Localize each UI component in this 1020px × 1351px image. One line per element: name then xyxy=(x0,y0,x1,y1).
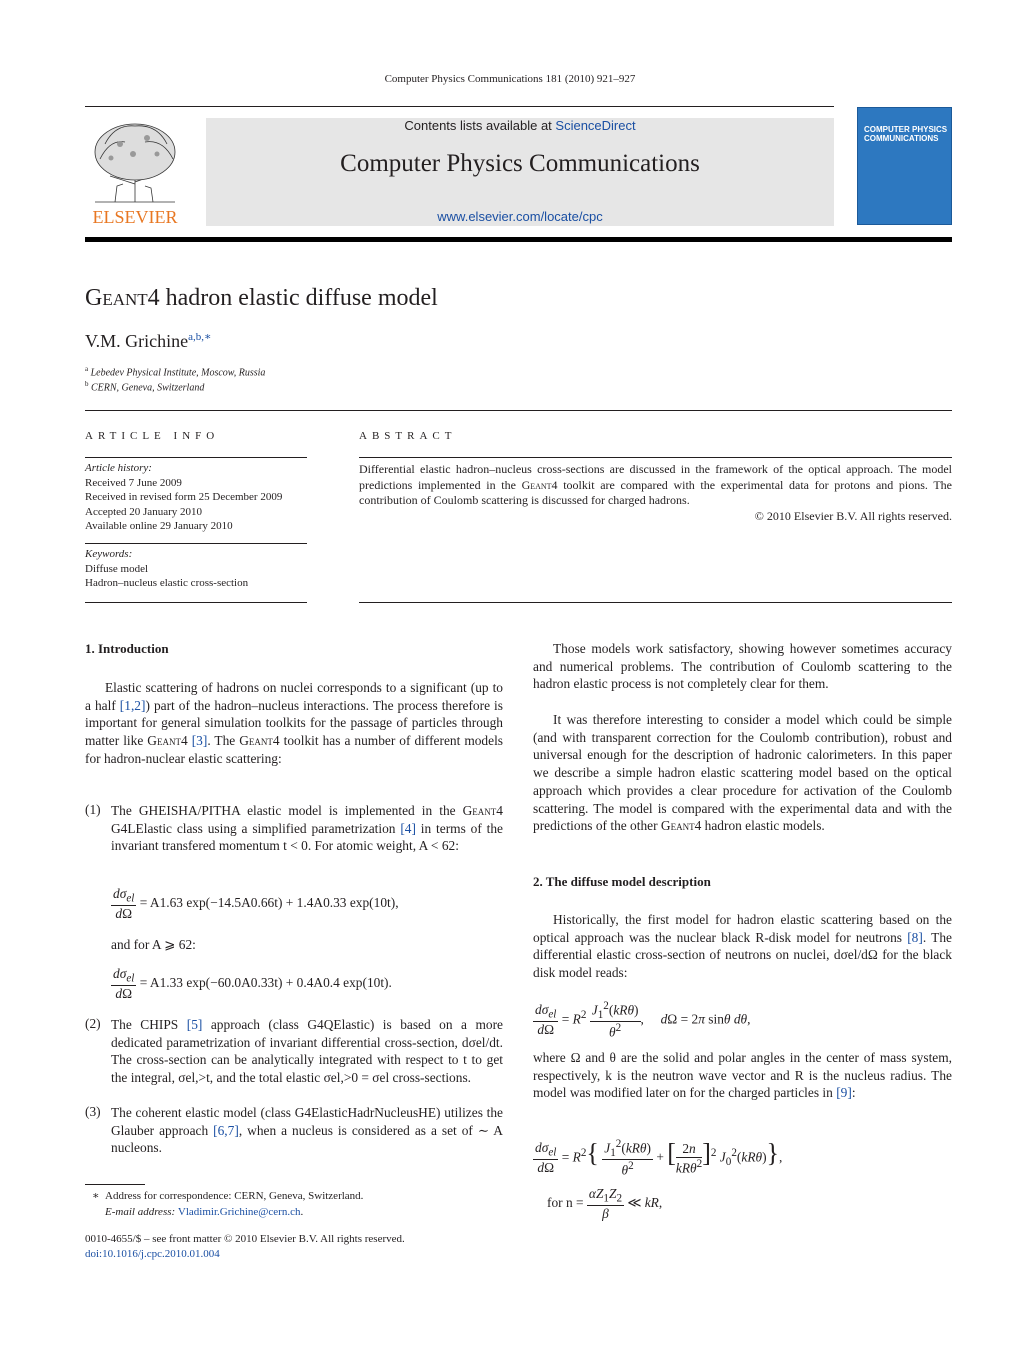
equation-rhs: = A1.63 exp(−14.5A0.66t) + 1.4A0.33 exp(10t), xyxy=(139,894,399,910)
text: Elastic scattering of hadrons on nuclei corresponds to a significant (up to a half xyxy=(85,680,503,713)
journal-citation: Computer Physics Communications 181 (2010) 921–927 xyxy=(384,73,636,85)
affiliation-text: CERN, Geneva, Switzerland xyxy=(91,382,205,394)
front-matter: 0010-4655/$ – see front matter © 2010 Elsevier B.V. All rights reserved. xyxy=(85,1233,405,1245)
geant-name: Geant4 xyxy=(660,818,702,834)
affiliation-text: Lebedev Physical Institute, Moscow, Russia xyxy=(90,367,266,379)
text: Historically, the first model for hadron elastic scattering based on the optical approach was the nuclear black R-disk model for neutrons xyxy=(533,912,952,945)
author-marks[interactable]: a,b,∗ xyxy=(188,331,212,343)
abstract-part: Differential elastic hadron–nucleus cross-sections are discussed in the framework of the optical approach. The model predictions implemented in the xyxy=(359,462,952,492)
title-geant: Geant4 xyxy=(85,285,160,311)
text: : xyxy=(851,1085,856,1101)
geant-name: Geant4 xyxy=(521,477,558,492)
equation-5: for n = $\frac{\alpha Z_1Z_2}{\beta}$ ≪ kR, xyxy=(547,1186,663,1221)
text: hadron elastic models. xyxy=(701,818,825,834)
cover-title-line1: COMPUTER PHYSICS xyxy=(864,125,948,134)
text: for n = xyxy=(547,1194,584,1210)
doi-link[interactable]: doi:10.1016/j.cpc.2010.01.004 xyxy=(85,1248,220,1260)
citation-link[interactable]: [3] xyxy=(191,733,208,749)
journal-cover-thumbnail xyxy=(857,107,952,225)
contents-prefix: Contents lists available at xyxy=(404,118,556,133)
text: . The differential elastic cross-section of neutrons on nuclei, dσel/dΩ for the black disk model reads: xyxy=(533,929,952,981)
fraction: $\frac{d\sigma_{el}}{d\Omega}$ xyxy=(113,966,135,1001)
divider xyxy=(85,602,307,603)
divider xyxy=(359,602,952,603)
elsevier-wordmark: ELSEVIER xyxy=(92,207,178,226)
text: toolkit has a number of different models for hadron-nuclear elastic scattering: xyxy=(85,733,503,766)
text: , when a nucleus is considered as a set of ∼ A nucleons. xyxy=(111,1122,503,1156)
geant-name: Geant4 xyxy=(462,803,503,818)
citation-link[interactable]: [8] xyxy=(907,929,923,945)
fraction: $\frac{J_1^2(kR\theta)}{\theta^2}$ xyxy=(604,1138,651,1178)
email-label: E-mail address: xyxy=(105,1206,178,1218)
keywords xyxy=(85,547,248,591)
right-paragraph-3 xyxy=(533,911,952,982)
text: where Ω and θ are the solid and polar angles in the center of mass system, respectively, k is the neutron wave vector and R is the nucleus radius. The model was modified later on for the charged particles in xyxy=(533,1050,952,1101)
divider xyxy=(85,457,307,458)
footnote-email: E-mail address: Vladimir.Grichine@cern.ch. xyxy=(105,1206,304,1218)
article-history xyxy=(85,461,282,534)
citation-link[interactable]: [4] xyxy=(400,820,416,836)
email-link[interactable]: Vladimir.Grichine@cern.ch xyxy=(177,1206,301,1218)
right-paragraph-1: Those models work satisfactory, showing however sometimes accuracy and numerical problems. The contribution of Coulomb scattering to the hadron elastic process is not completely clear for them. xyxy=(533,641,952,692)
text: G4LElastic class using a simplified parametrization xyxy=(111,820,401,836)
sciencedirect-link[interactable]: ScienceDirect xyxy=(555,118,636,133)
divider xyxy=(359,457,952,458)
journal-name: Computer Physics Communications xyxy=(340,150,700,177)
equation-1 xyxy=(111,886,399,922)
history-label: Article history: xyxy=(85,462,152,474)
footnote-mark: ∗ xyxy=(92,1190,100,1202)
header-thick-rule xyxy=(85,237,952,242)
title-rest: hadron elastic diffuse model xyxy=(159,285,438,311)
history-accepted: Accepted 20 January 2010 xyxy=(85,505,202,518)
fraction: $\frac{d\sigma_{el}}{d\Omega}$ xyxy=(535,1140,557,1176)
history-revised: Received in revised form 25 December 2009 xyxy=(85,491,283,503)
text: The GHEISHA/PITHA elastic model is implemented in the xyxy=(111,803,463,818)
abstract-heading: ABSTRACT xyxy=(359,430,457,442)
citation-link[interactable]: [9] xyxy=(836,1085,852,1101)
paper-title xyxy=(85,285,438,312)
right-paragraph-2 xyxy=(533,711,952,835)
elsevier-logo xyxy=(85,114,185,226)
section-1-heading: 1. Introduction xyxy=(85,641,169,656)
section-2-heading: 2. The diffuse model description xyxy=(533,874,711,889)
list-number: (2) xyxy=(85,1016,101,1031)
fraction: $\frac{d\sigma_{el}}{d\Omega}$ xyxy=(535,1002,557,1038)
contents-line xyxy=(206,118,834,133)
abstract-text xyxy=(359,462,952,524)
journal-url-link[interactable]: www.elsevier.com/locate/cpc xyxy=(437,209,603,224)
text: It was therefore interesting to consider a model which could be simple (and with transparent correction for the Coulomb contribution), robust and universal enough for the description of hadronic calorimeters. In this paper we describe a simple hadron elastic scattering model based on the optical approach which provides a clear procedure for activation of the Coulomb scattering. The model is compared with the experimental data and with the predictions of the other xyxy=(533,712,952,834)
fraction: $\frac{\alpha Z_1Z_2}{\beta}$ xyxy=(588,1186,623,1221)
equation-rhs: = A1.33 exp(−60.0A0.33t) + 0.4A0.4 exp(10t). xyxy=(139,974,392,990)
affiliation-mark: a xyxy=(85,365,89,373)
abstract-part: toolkit are compared with the experimental data for protons and pions. The contribution of Coulomb scattering is discussed for charged hadrons. xyxy=(359,477,953,507)
cover-title xyxy=(864,125,947,143)
history-online: Available online 29 January 2010 xyxy=(85,520,233,532)
equation-3: $\frac{d\sigma_{el}}{d\Omega}$ = $R^2$ $\frac{J_1^2(kR\theta)}{\theta^2}$ , dΩ = 2π sinθ dθ, xyxy=(535,1000,751,1040)
divider xyxy=(85,410,952,411)
divider xyxy=(85,543,307,544)
text: The coherent elastic model (class G4ElasticHadrNucleusHE) utilizes the Glauber approach xyxy=(111,1105,503,1138)
history-received: Received 7 June 2009 xyxy=(85,476,182,489)
abstract-copyright: © 2010 Elsevier B.V. All rights reserved. xyxy=(754,508,952,523)
author xyxy=(85,330,212,352)
citation-link[interactable]: [6,7] xyxy=(213,1122,239,1138)
right-paragraph-4 xyxy=(533,1049,952,1102)
text: in terms of the invariant transfered momentum t < 0. For atomic weight, A < 62: xyxy=(111,820,503,854)
geant-name: Geant4 xyxy=(147,733,188,749)
fraction: $\frac{d\sigma_{el}}{d\Omega}$ xyxy=(113,886,135,921)
author-name: V.M. Grichine xyxy=(85,331,189,351)
intro-paragraph xyxy=(85,679,503,768)
fraction: $\frac{J_1^2(kR\theta)}{\theta^2}$ xyxy=(591,1000,639,1040)
elsevier-tree-icon xyxy=(85,114,185,226)
text: . The xyxy=(207,733,240,749)
affiliation-mark: b xyxy=(85,380,89,388)
citation-link[interactable]: [5] xyxy=(186,1017,203,1032)
list-number: (1) xyxy=(85,802,101,817)
affiliation-a xyxy=(85,365,265,378)
keywords-label: Keywords: xyxy=(85,548,133,560)
list-number: (3) xyxy=(85,1104,101,1119)
text: ) part of the hadron–nucleus interactions. The process therefore is important for general simulation toolkits for the passage of particles through matter like xyxy=(85,697,503,749)
footnote-address: Address for correspondence: CERN, Geneva, Switzerland. xyxy=(105,1190,364,1202)
equation-4: $\frac{d\sigma_{el}}{d\Omega}$ = $R^2${ $\frac{J_1^2(kR\theta)}{\theta^2}$ + [ $\frac{2n}{kR\theta^2}$ ]$^2$ $J_0^2(kR\theta)$}, xyxy=(535,1138,783,1178)
list-item-2 xyxy=(111,1016,503,1087)
list-item-3 xyxy=(111,1104,503,1157)
citation-link[interactable]: [1,2] xyxy=(119,697,146,713)
affiliation-b xyxy=(85,380,204,393)
text: The CHIPS xyxy=(111,1017,187,1032)
header-rule xyxy=(85,106,834,107)
equation-2 xyxy=(111,966,392,1002)
keyword: Hadron–nucleus elastic cross-section xyxy=(85,577,249,589)
and-for-text: and for A ⩾ 62: xyxy=(111,937,196,952)
article-info-heading: ARTICLE INFO xyxy=(85,430,220,442)
text: approach (class G4QElastic) is based on a more dedicated parametrization of invariant differential cross-section, dσel/dt. The cross-section can be analytically integrated with respect to t to get the integral, σel,>t, and the total elastic σel,>0 = σel cross-sections. xyxy=(111,1017,503,1086)
cover-title-line2: COMMUNICATIONS xyxy=(864,134,939,143)
geant-name: Geant4 xyxy=(239,733,280,749)
list-item-1 xyxy=(111,802,503,855)
footnote-rule xyxy=(85,1184,145,1185)
fraction: $\frac{2n}{kR\theta^2}$ xyxy=(675,1140,703,1176)
keyword: Diffuse model xyxy=(85,562,149,575)
